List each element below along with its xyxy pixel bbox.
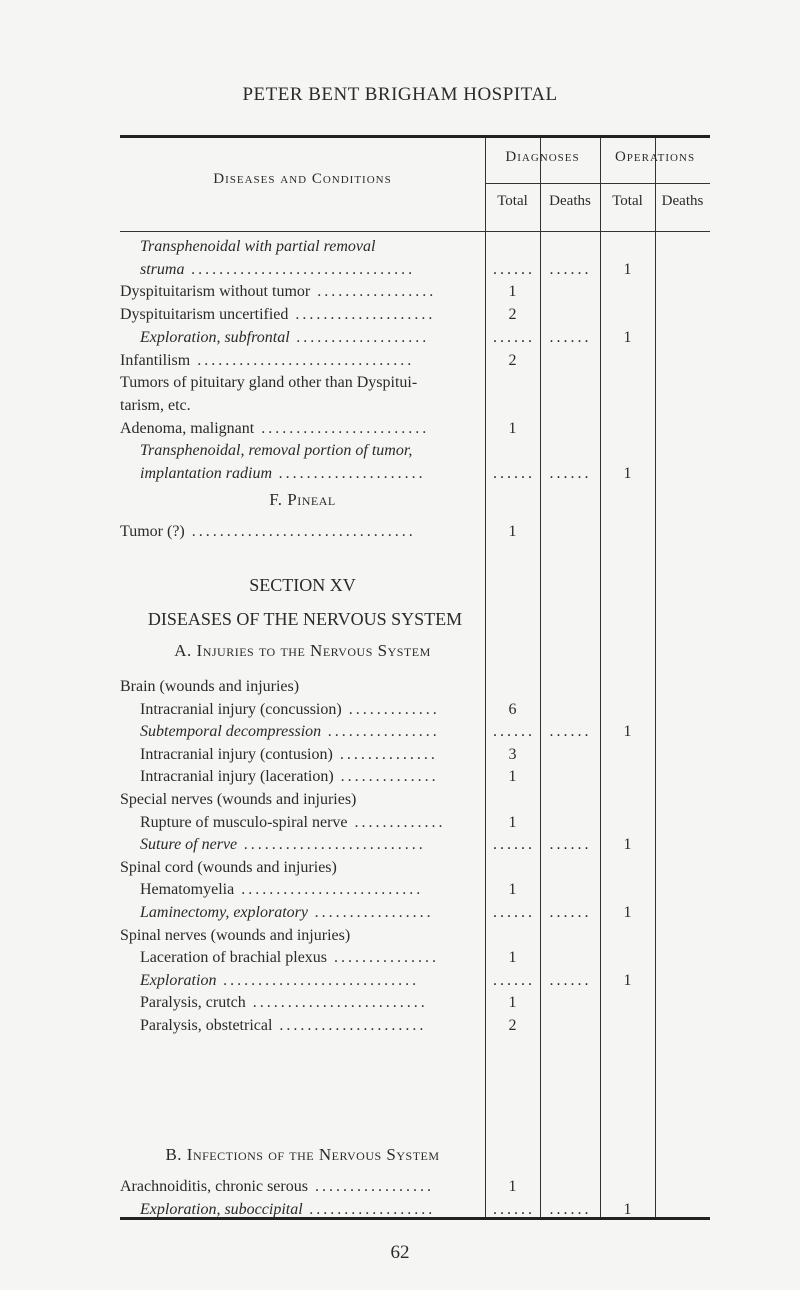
row-label: Dyspituitarism uncertified .................... xyxy=(120,306,436,324)
dot-leader: ................... xyxy=(289,328,430,346)
table-row xyxy=(120,303,710,327)
table-row xyxy=(120,394,710,418)
row-label: Paralysis, obstetrical ..................... xyxy=(140,1017,427,1034)
row-label: Suture of nerve .......................... xyxy=(140,836,427,854)
table-row xyxy=(120,326,710,350)
op-total-value: 1 xyxy=(623,723,632,741)
op-total-value: 1 xyxy=(623,328,632,346)
dot-leader: ............... xyxy=(327,949,440,967)
diag-total-value: 1 xyxy=(508,881,517,899)
row-label: Laceration of brachial plexus ............... xyxy=(140,949,440,967)
table-header-rule xyxy=(120,231,710,232)
pineal-heading: F. Pineal xyxy=(269,490,336,509)
dot-leader: ..................... xyxy=(272,465,427,482)
dot-leader: ................................ xyxy=(184,260,416,278)
row-label: implantation radium ..................... xyxy=(140,465,427,482)
empty-cell-dots: ...... xyxy=(549,904,592,921)
table-row xyxy=(120,675,710,699)
empty-cell-dots: ...... xyxy=(493,723,535,741)
diag-total-value: 1 xyxy=(508,768,517,786)
subsection-b-heading: B. Infections of the Nervous System xyxy=(165,1145,440,1164)
row-label: Exploration ............................ xyxy=(140,971,420,989)
table-row xyxy=(120,520,710,544)
row-label: tarism, etc. xyxy=(120,396,191,414)
table-row xyxy=(120,698,710,722)
dot-leader: ........................ xyxy=(254,419,430,437)
diag-total-value: 2 xyxy=(508,1017,517,1034)
table-row xyxy=(120,901,710,925)
table-row xyxy=(120,878,710,902)
row-label: Arachnoiditis, chronic serous ................. xyxy=(120,1178,434,1195)
empty-cell-dots: ...... xyxy=(549,971,592,989)
empty-cell-dots: ...... xyxy=(549,465,592,482)
table-row xyxy=(120,765,710,789)
dot-leader: ................. xyxy=(307,904,434,921)
dot-leader: ......................... xyxy=(245,994,428,1012)
row-label: Spinal nerves (wounds and injuries) xyxy=(120,926,351,944)
row-label: Spinal cord (wounds and injuries) xyxy=(120,858,337,876)
diag-total-value: 1 xyxy=(508,523,517,540)
op-total-value: 1 xyxy=(623,904,632,921)
dot-leader: ..................... xyxy=(272,1017,427,1034)
subsection-a-heading: A. Injuries to the Nervous System xyxy=(174,641,431,660)
table-row xyxy=(120,720,710,744)
row-label: Rupture of musculo-spiral nerve ............. xyxy=(140,813,446,831)
page-header: PETER BENT BRIGHAM HOSPITAL xyxy=(242,84,558,105)
table-row xyxy=(120,258,710,282)
row-label: Tumors of pituitary gland other than Dyspitui- xyxy=(120,374,418,392)
table-row xyxy=(120,417,710,441)
group-header-rule xyxy=(485,183,600,184)
column-header-diseases: Diseases and Conditions xyxy=(213,171,392,187)
section-subtitle: DISEASES OF THE NERVOUS SYSTEM xyxy=(147,609,463,629)
row-label: Dyspituitarism without tumor ................. xyxy=(120,283,437,301)
row-label: Exploration, suboccipital .................. xyxy=(140,1200,436,1218)
row-label: Hematomyelia .......................... xyxy=(140,881,424,899)
table-row xyxy=(120,280,710,304)
table-row xyxy=(120,1198,710,1222)
section-title: SECTION XV xyxy=(249,575,356,595)
table-row xyxy=(120,235,710,259)
table-row xyxy=(120,349,710,373)
table-row xyxy=(120,856,710,880)
dot-leader: ............. xyxy=(341,700,440,718)
empty-cell-dots: ...... xyxy=(493,836,535,854)
empty-cell-dots: ...... xyxy=(549,723,592,741)
row-label: Adenoma, malignant ........................ xyxy=(120,419,430,437)
page-number: 62 xyxy=(390,1242,410,1263)
row-label: Infantilism ............................... xyxy=(120,351,415,369)
dot-leader: .......................... xyxy=(237,836,427,854)
diag-total-value: 1 xyxy=(508,813,517,831)
dot-leader: .......................... xyxy=(234,881,424,899)
table-row xyxy=(120,991,710,1015)
diag-total-value: 2 xyxy=(508,351,517,369)
row-label: Intracranial injury (contusion) .............. xyxy=(140,745,438,763)
dot-leader: ............................... xyxy=(190,351,415,369)
table-row xyxy=(120,371,710,395)
row-label: Laminectomy, exploratory ................. xyxy=(140,904,434,921)
table-row xyxy=(120,811,710,835)
empty-cell-dots: ...... xyxy=(493,328,535,346)
empty-cell-dots: ...... xyxy=(493,260,535,278)
column-header-diag-deaths: Deaths xyxy=(549,193,591,209)
table-row xyxy=(120,788,710,812)
column-header-op-total: Total xyxy=(612,193,643,209)
op-total-value: 1 xyxy=(623,260,632,278)
row-label: Tumor (?) ................................ xyxy=(120,523,416,540)
row-label: Intracranial injury (laceration) .............. xyxy=(140,768,439,786)
table-row xyxy=(120,833,710,857)
dot-leader: ................. xyxy=(307,1178,434,1195)
empty-cell-dots: ...... xyxy=(549,1200,592,1218)
empty-cell-dots: ...... xyxy=(549,836,592,854)
dot-leader: ................ xyxy=(321,723,441,741)
column-group-operations: Operations xyxy=(614,149,696,165)
row-label: Transphenoidal, removal portion of tumor, xyxy=(140,442,413,460)
table-row xyxy=(120,462,710,486)
op-total-value: 1 xyxy=(623,836,632,854)
dot-leader: ............................ xyxy=(216,971,420,989)
row-label: Subtemporal decompression ................ xyxy=(140,723,441,741)
dot-leader: .................. xyxy=(302,1200,436,1218)
table-row xyxy=(120,743,710,767)
row-label: Transphenoidal with partial removal xyxy=(140,238,376,255)
diag-total-value: 1 xyxy=(508,419,517,437)
op-total-value: 1 xyxy=(623,465,632,482)
diag-total-value: 6 xyxy=(508,700,517,718)
dot-leader: .............. xyxy=(332,745,438,763)
empty-cell-dots: ...... xyxy=(493,904,535,921)
dot-leader: ................. xyxy=(310,283,437,301)
column-header-op-deaths: Deaths xyxy=(661,193,704,209)
table-row xyxy=(120,946,710,970)
column-group-diagnoses: Diagnoses xyxy=(505,149,580,165)
table-row xyxy=(120,924,710,948)
diag-total-value: 3 xyxy=(508,745,517,763)
row-label: Special nerves (wounds and injuries) xyxy=(120,791,357,808)
diag-total-value: 1 xyxy=(508,283,517,301)
diag-total-value: 1 xyxy=(508,949,517,967)
table-row xyxy=(120,1014,710,1038)
row-label: Exploration, subfrontal ................... xyxy=(140,328,430,346)
empty-cell-dots: ...... xyxy=(493,465,535,482)
diag-total-value: 2 xyxy=(508,306,517,324)
empty-cell-dots: ...... xyxy=(549,328,592,346)
group-header-rule xyxy=(600,183,710,184)
statistics-table xyxy=(120,135,710,1220)
empty-cell-dots: ...... xyxy=(493,971,535,989)
op-total-value: 1 xyxy=(623,971,632,989)
row-label: Paralysis, crutch ......................... xyxy=(140,994,428,1012)
empty-cell-dots: ...... xyxy=(549,260,592,278)
table-top-rule xyxy=(120,135,710,138)
op-total-value: 1 xyxy=(623,1200,632,1218)
row-label: Brain (wounds and injuries) xyxy=(120,678,300,695)
diag-total-value: 1 xyxy=(508,1178,517,1195)
dot-leader: ................................ xyxy=(184,523,416,540)
row-label: Intracranial injury (concussion) ............. xyxy=(140,700,440,718)
row-label: struma ................................ xyxy=(140,260,416,278)
dot-leader: .............. xyxy=(333,768,439,786)
dot-leader: ............. xyxy=(347,813,446,831)
dot-leader: .................... xyxy=(288,306,436,324)
diag-total-value: 1 xyxy=(508,994,517,1012)
table-row xyxy=(120,1175,710,1199)
table-row xyxy=(120,969,710,993)
empty-cell-dots: ...... xyxy=(493,1200,535,1218)
table-row xyxy=(120,439,710,463)
column-header-diag-total: Total xyxy=(497,193,528,209)
